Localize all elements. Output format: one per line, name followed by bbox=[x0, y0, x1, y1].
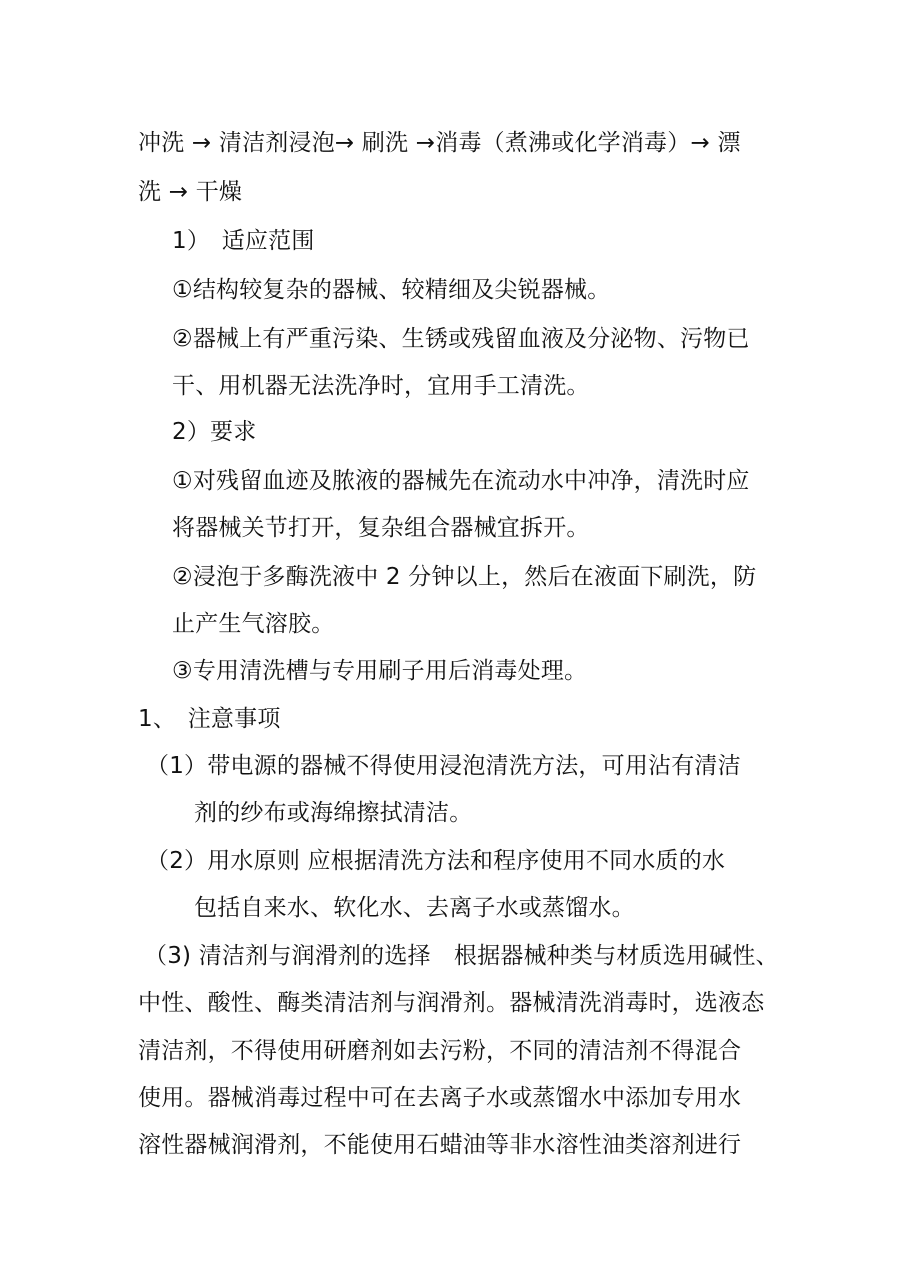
text-line-precaution-3-cont-3: 使用。器械消毒过程中可在去离子水或蒸馏水中添加专用水 bbox=[138, 1085, 742, 1111]
text-line-precaution-3-cont-1: 中性、酸性、酶类清洁剂与润滑剂。器械清洗消毒时，选液态 bbox=[138, 990, 765, 1016]
text-line-scope-1: ①结构较复杂的器械、较精细及尖锐器械。 bbox=[172, 277, 611, 303]
text-line-scope-2: ②器械上有严重污染、生锈或残留血液及分泌物、污物已 bbox=[172, 326, 750, 352]
text-line-req-1: ①对残留血迹及脓液的器械先在流动水中冲净，清洗时应 bbox=[172, 468, 750, 494]
text-line-precaution-1-cont: 剂的纱布或海绵擦拭清洁。 bbox=[194, 800, 473, 826]
text-line-precaution-3: （3) 清洁剂与润滑剂的选择 根据器械种类与材质选用碱性、 bbox=[144, 943, 779, 969]
text-line-precaution-2: （2）用水原则 应根据清洗方法和程序使用不同水质的水 bbox=[146, 848, 726, 874]
text-line-req-1-cont: 将器械关节打开，复杂组合器械宜拆开。 bbox=[172, 515, 590, 541]
heading-precautions: 1、 注意事项 bbox=[138, 706, 281, 732]
heading-scope: 1） 适应范围 bbox=[172, 228, 315, 254]
text-line-process-flow-cont: 洗 → 干燥 bbox=[138, 179, 243, 205]
text-line-precaution-3-cont-2: 清洁剂，不得使用研磨剂如去污粉，不同的清洁剂不得混合 bbox=[138, 1038, 742, 1064]
text-line-scope-2-cont: 干、用机器无法洗净时，宜用手工清洗。 bbox=[172, 373, 590, 399]
text-line-req-3: ③专用清洗槽与专用刷子用后消毒处理。 bbox=[172, 658, 588, 684]
text-line-precaution-2-cont: 包括自来水、软化水、去离子水或蒸馏水。 bbox=[194, 895, 635, 921]
heading-requirements: 2）要求 bbox=[172, 419, 257, 445]
text-line-process-flow: 冲洗 → 清洁剂浸泡→ 刷洗 →消毒（煮沸或化学消毒）→ 漂 bbox=[138, 130, 741, 156]
text-line-precaution-3-cont-4: 溶性器械润滑剂，不能使用石蜡油等非水溶性油类溶剂进行 bbox=[138, 1132, 742, 1158]
text-line-req-2-cont: 止产生气溶胶。 bbox=[172, 611, 335, 637]
text-line-req-2: ②浸泡于多酶洗液中 2 分钟以上，然后在液面下刷洗，防 bbox=[172, 564, 757, 590]
text-line-precaution-1: （1）带电源的器械不得使用浸泡清洗方法，可用沾有清洁 bbox=[146, 753, 741, 779]
